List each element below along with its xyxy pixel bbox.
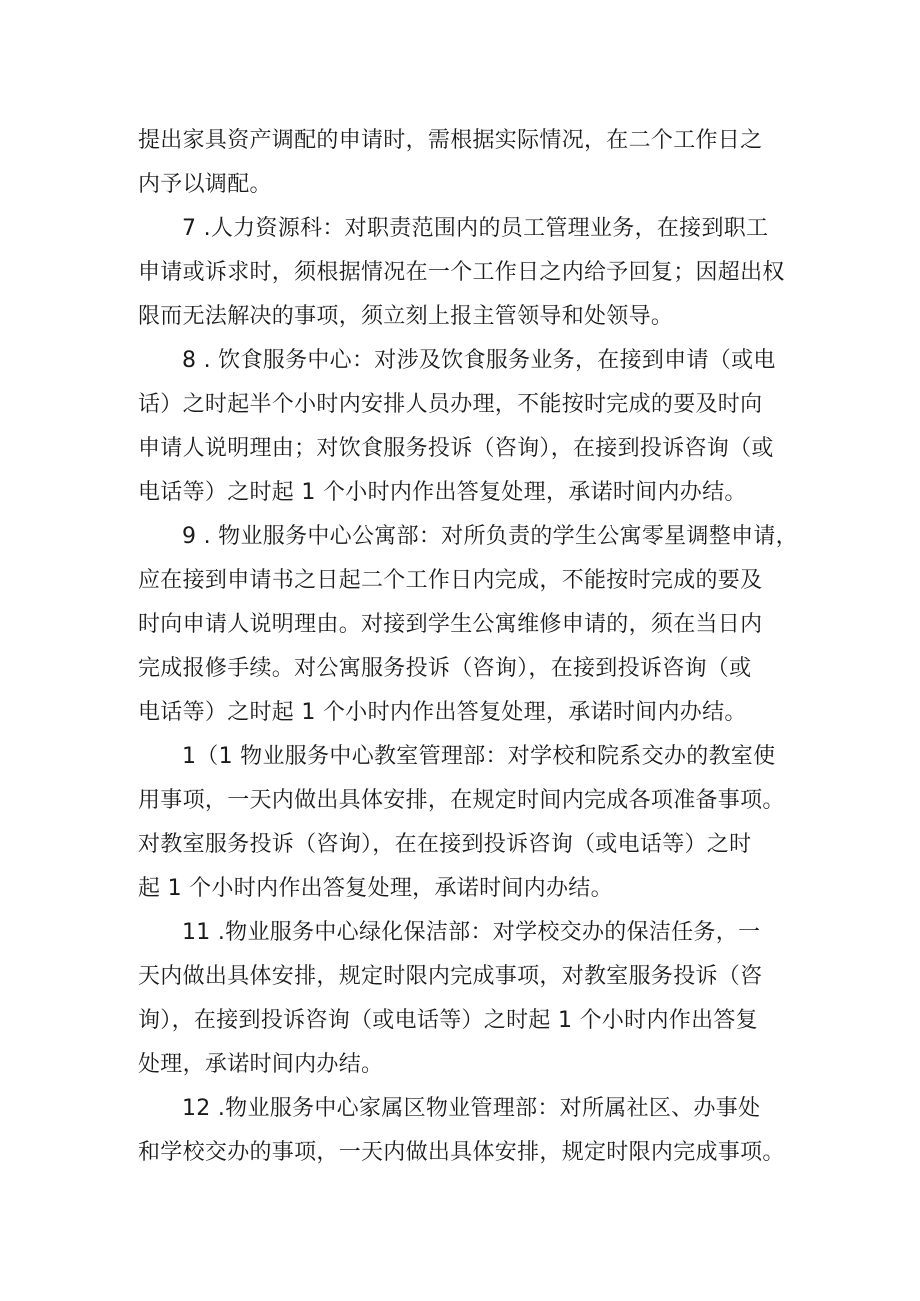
- paragraph-line: 提出家具资产调配的申请时，需根据实际情况，在二个工作日之: [138, 128, 763, 153]
- paragraph-line: 话）之时起半个小时内安排人员办理，不能按时完成的要及时向: [138, 392, 763, 417]
- paragraph-item-7-human-resources: [138, 207, 820, 339]
- paragraph-line: 8 . 饮食服务中心：对涉及饮食服务业务，在接到申请（或电: [182, 348, 776, 373]
- paragraph-furniture-allocation: [138, 119, 820, 207]
- paragraph-line: 电话等）之时起 1 个小时内作出答复处理，承诺时间内办结。: [138, 700, 747, 725]
- paragraph-line: 11 .物业服务中心绿化保洁部：对学校交办的保洁任务，一: [182, 920, 761, 945]
- paragraph-line: 应在接到申请书之日起二个工作日内完成，不能按时完成的要及: [138, 568, 763, 593]
- paragraph-item-12-residential: [138, 1087, 820, 1175]
- paragraph-line: 天内做出具体安排，规定时限内完成事项，对教室服务投诉（咨: [138, 964, 763, 989]
- paragraph-line: 时向申请人说明理由。对接到学生公寓维修申请的，须在当日内: [138, 612, 763, 637]
- paragraph-line: 处理，承诺时间内办结。: [138, 1052, 384, 1077]
- paragraph-line: 用事项，一天内做出具体安排，在规定时间内完成各项准备事项。: [138, 788, 785, 813]
- paragraph-line: 和学校交办的事项，一天内做出具体安排，规定时限内完成事项。: [138, 1140, 785, 1165]
- paragraph-item-11-greening-cleaning: [138, 911, 820, 1087]
- paragraph-item-9-apartment: [138, 515, 820, 735]
- paragraph-line: 内予以调配。: [138, 172, 272, 197]
- paragraph-line: 9 . 物业服务中心公寓部：对所负责的学生公寓零星调整申请，: [182, 524, 798, 549]
- paragraph-line: 申请人说明理由；对饮食服务投诉（咨询），在接到投诉咨询（或: [138, 436, 774, 461]
- paragraph-line: 起 1 个小时内作出答复处理，承诺时间内办结。: [138, 876, 613, 901]
- paragraph-line: 询），在接到投诉咨询（或电话等）之时起 1 个小时内作出答复: [138, 1008, 758, 1033]
- paragraph-line: 电话等）之时起 1 个小时内作出答复处理，承诺时间内办结。: [138, 480, 747, 505]
- paragraph-line: 1（1 物业服务中心教室管理部：对学校和院系交办的教室使: [182, 744, 776, 769]
- paragraph-line: 申请或诉求时，须根据情况在一个工作日之内给予回复；因超出权: [138, 260, 785, 285]
- paragraph-item-8-catering: [138, 339, 820, 515]
- paragraph-line: 完成报修手续。对公寓服务投诉（咨询），在接到投诉咨询（或: [138, 656, 752, 681]
- paragraph-line: 7 .人力资源科：对职责范围内的员工管理业务，在接到职工: [182, 216, 769, 241]
- paragraph-line: 限而无法解决的事项，须立刻上报主管领导和处领导。: [138, 304, 674, 329]
- paragraph-line: 对教室服务投诉（咨询），在在接到投诉咨询（或电话等）之时: [138, 832, 752, 857]
- document-body: [138, 119, 820, 1175]
- paragraph-line: 12 .物业服务中心家属区物业管理部：对所属社区、办事处: [182, 1096, 761, 1121]
- paragraph-item-10-classroom: [138, 735, 820, 911]
